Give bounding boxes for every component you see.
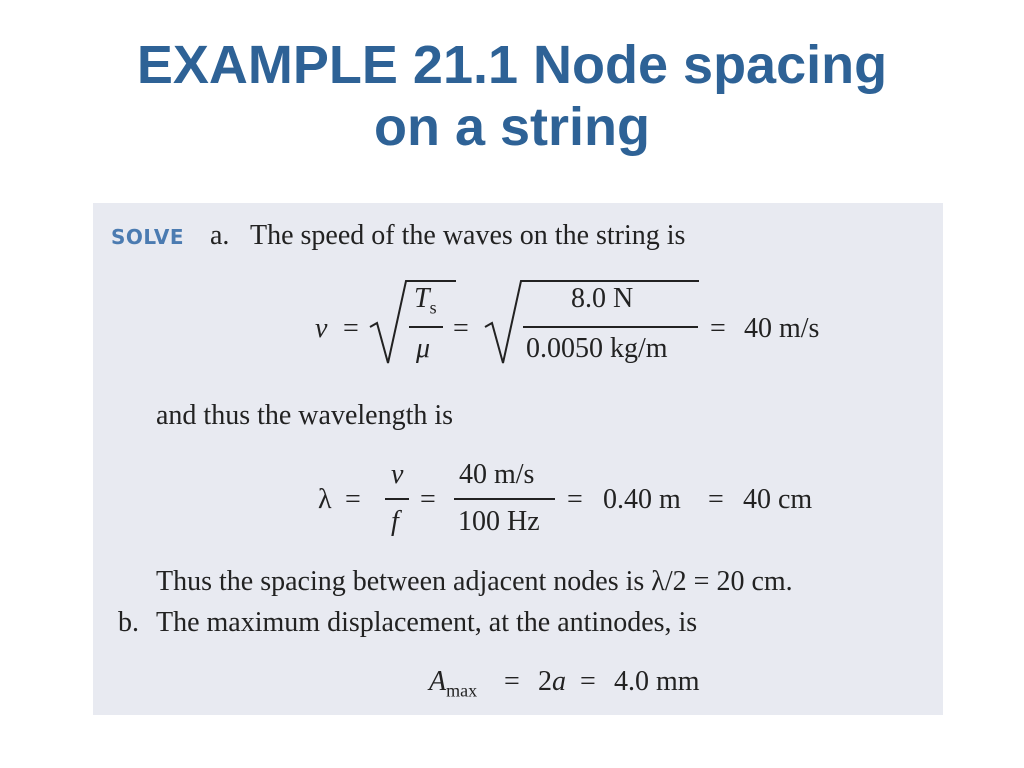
solve-label: SOLVE bbox=[111, 225, 185, 249]
eq3-equals-1: = bbox=[504, 666, 520, 697]
slide-title-line-2: on a string bbox=[373, 97, 650, 157]
eq1-equals-2: = bbox=[453, 313, 469, 344]
eq2-frac2-bar bbox=[454, 498, 555, 500]
eq2-frac2-denominator: 100 Hz bbox=[458, 506, 540, 537]
spacing-sentence: Thus the spacing between adjacent nodes is λ/2 = 20 cm. bbox=[156, 566, 793, 597]
eq1-frac2-numerator: 8.0 N bbox=[571, 283, 634, 314]
eq2-equals-2: = bbox=[420, 484, 436, 515]
part-a-intro: The speed of the waves on the string is bbox=[250, 220, 686, 251]
eq2-result-2: 40 cm bbox=[743, 484, 813, 515]
part-a-marker: a. bbox=[210, 220, 230, 251]
eq1-frac2-bar bbox=[523, 326, 698, 328]
part-b-marker: b. bbox=[118, 607, 139, 638]
eq1-result: 40 m/s bbox=[744, 313, 820, 344]
slide-title-line-1: EXAMPLE 21.1 Node spacing bbox=[136, 35, 888, 95]
eq3-result: 4.0 mm bbox=[614, 666, 700, 697]
eq2-frac1-denominator: f bbox=[391, 506, 399, 537]
eq1-frac1-denominator: μ bbox=[416, 333, 431, 364]
solution-panel bbox=[93, 203, 943, 715]
eq2-frac1-bar bbox=[385, 498, 409, 500]
wavelength-intro: and thus the wavelength is bbox=[156, 400, 454, 431]
eq2-result-1: 0.40 m bbox=[603, 484, 681, 515]
eq1-lhs: v bbox=[315, 313, 328, 344]
eq2-lhs: λ bbox=[318, 484, 332, 515]
slide-title bbox=[0, 35, 1024, 157]
eq1-frac1-numerator: $T_s$ bbox=[414, 283, 437, 318]
eq2-equals-4: = bbox=[708, 484, 724, 515]
eq1-frac1-bar bbox=[409, 326, 443, 328]
eq3-lhs: $A_{max}$ bbox=[429, 666, 478, 701]
eq2-equals-1: = bbox=[345, 484, 361, 515]
eq1-equals-1: = bbox=[343, 313, 359, 344]
eq1-equals-3: = bbox=[710, 313, 726, 344]
eq2-frac2-numerator: 40 m/s bbox=[459, 459, 535, 490]
sqrt-symbol-1 bbox=[368, 277, 458, 369]
eq2-frac1-numerator: v bbox=[391, 459, 404, 490]
eq2-equals-3: = bbox=[567, 484, 583, 515]
eq3-middle: 2a bbox=[538, 666, 566, 697]
eq1-frac2-denominator: 0.0050 kg/m bbox=[526, 333, 668, 364]
eq3-equals-2: = bbox=[580, 666, 596, 697]
part-b-intro: The maximum displacement, at the antinodes, is bbox=[156, 607, 698, 638]
